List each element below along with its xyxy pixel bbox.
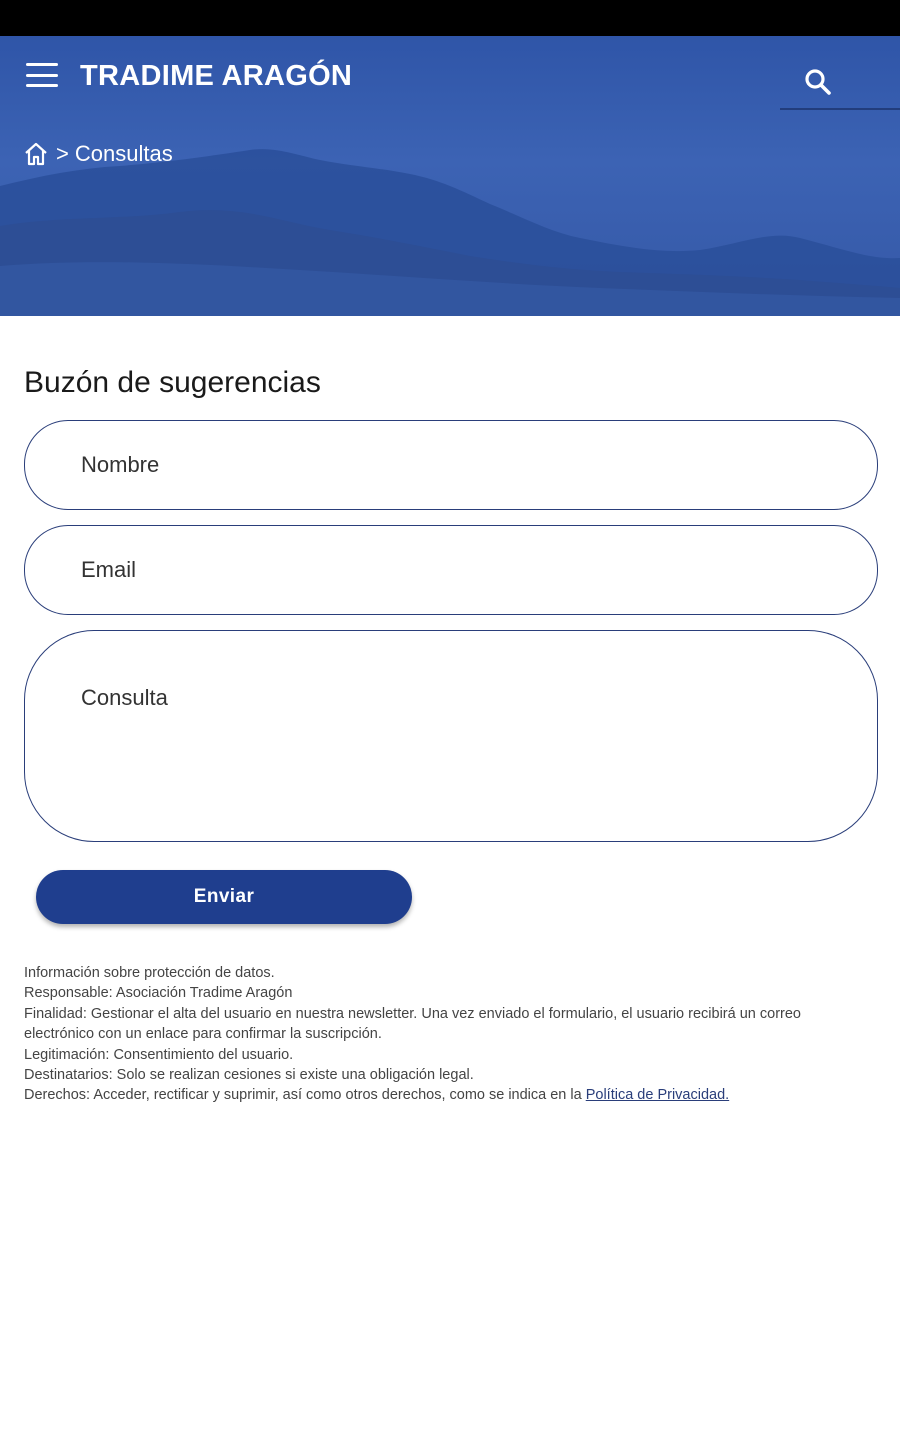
- app-title: TRADIME ARAGÓN: [80, 60, 353, 92]
- privacy-line: Legitimación: Consentimiento del usuario.: [24, 1046, 294, 1063]
- search-icon: [798, 62, 838, 102]
- name-field-container: [24, 420, 878, 510]
- privacy-line: Información sobre protección de datos.: [24, 965, 275, 981]
- query-field-container: [24, 630, 878, 842]
- query-textarea[interactable]: [25, 631, 877, 841]
- hamburger-menu-icon: [26, 63, 58, 66]
- breadcrumb-current: Consultas: [74, 141, 173, 166]
- search-underline: [780, 108, 900, 110]
- privacy-policy-link[interactable]: Política de Privacidad.: [585, 1087, 730, 1104]
- privacy-line: Destinatarios: Solo se realizan cesiones si existe una obligación legal.: [24, 1067, 474, 1084]
- privacy-line: [24, 1085, 874, 1105]
- privacy-notice: [24, 963, 874, 1106]
- hills-background: [0, 146, 900, 316]
- header-hero: [0, 36, 900, 316]
- submit-button[interactable]: Enviar: [36, 870, 412, 924]
- privacy-line: Finalidad: Gestionar el alta del usuario en nuestra newsletter. Una vez enviado el formulario, el usuario recibirá un correo electrónico con un enlace para confirmar la suscripción.: [24, 1005, 801, 1043]
- privacy-rights-text: Derechos: Acceder, rectificar y suprimir, así como otros derechos, como se indica en la: [24, 1087, 586, 1104]
- breadcrumb: [22, 140, 173, 168]
- menu-button[interactable]: [24, 60, 60, 90]
- status-bar: [0, 0, 900, 36]
- breadcrumb-separator: >: [56, 141, 69, 166]
- email-field-container: [24, 525, 878, 615]
- page-title: Buzón de sugerencias: [24, 366, 321, 399]
- name-input[interactable]: [25, 421, 877, 509]
- privacy-line: Responsable: Asociación Tradime Aragón: [24, 985, 293, 1002]
- email-input[interactable]: [25, 526, 877, 614]
- home-icon[interactable]: [22, 140, 50, 168]
- search-button[interactable]: [798, 62, 838, 102]
